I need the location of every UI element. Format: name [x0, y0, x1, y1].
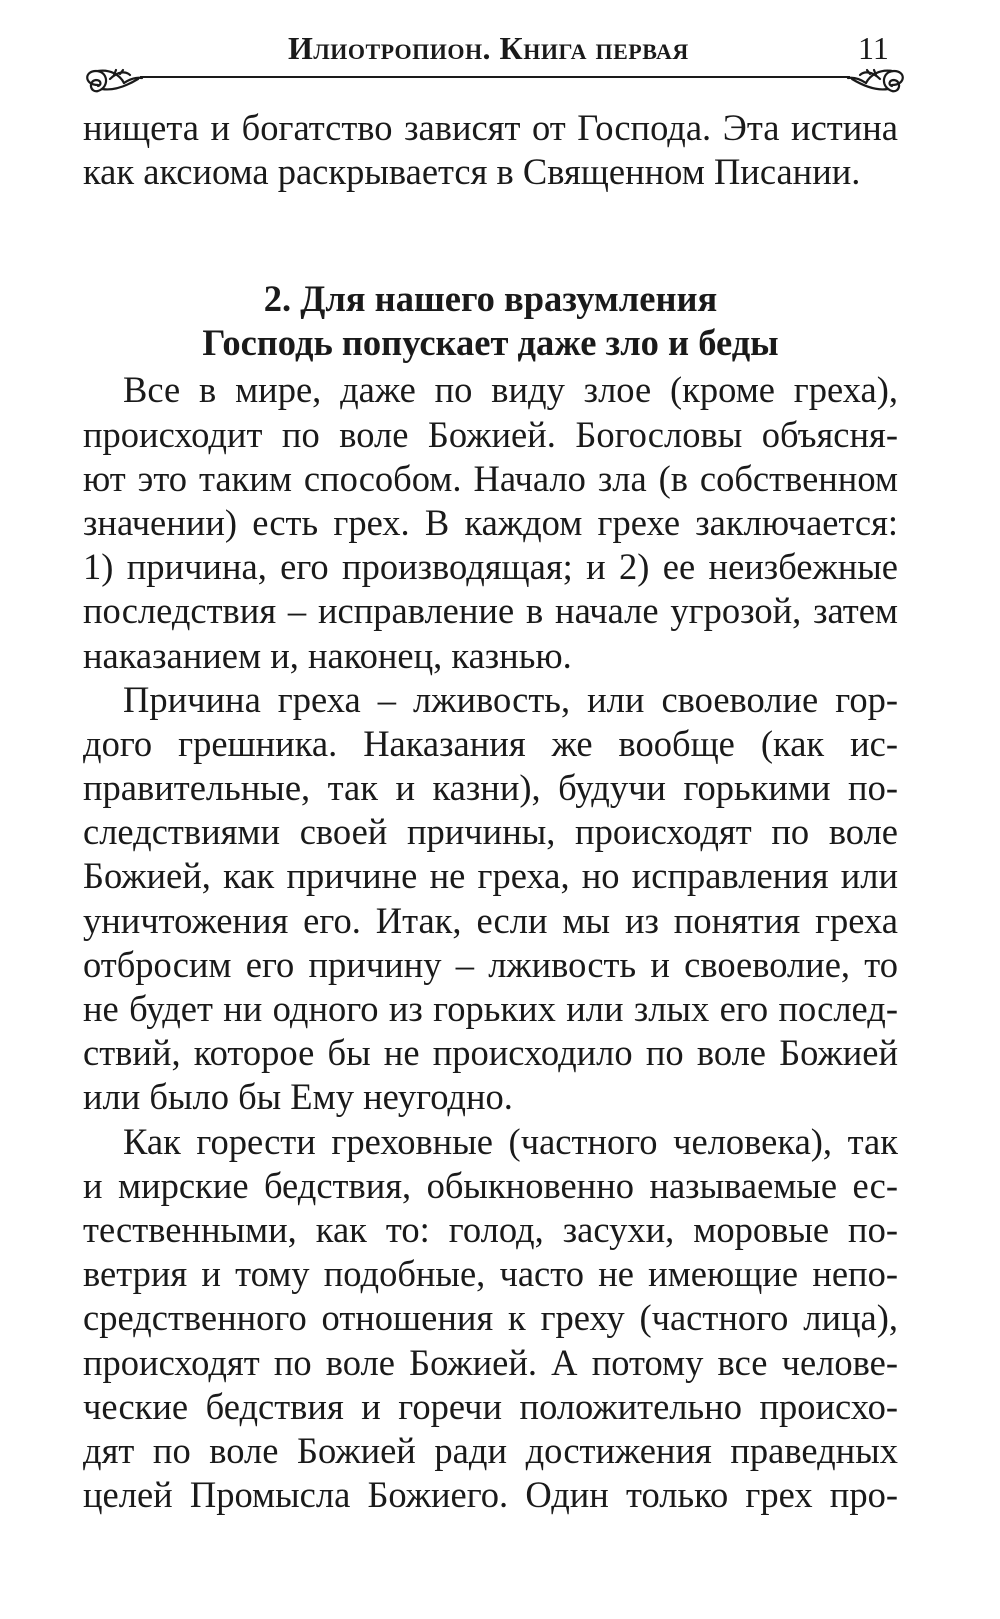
paragraph-line: целей Промысла Божиего. Один только грех про- — [83, 1474, 898, 1516]
paragraph-2 — [83, 678, 898, 1120]
paragraph-line: Как горести греховные (частного человека), так — [123, 1120, 898, 1162]
paragraph-line: последствия – исправление в начале угрозой, затем — [83, 590, 898, 632]
section-heading-line: Господь попускает даже зло и беды — [202, 322, 779, 364]
paragraph-line: средственного отношения к греху (частного лица), — [83, 1297, 898, 1339]
paragraph-line: или было бы Ему неугодно. — [83, 1076, 513, 1118]
paragraph-line: ют это таким способом. Начало зла (в собственном — [83, 457, 898, 499]
paragraph-line: Все в мире, даже по виду злое (кроме греха), — [123, 369, 898, 411]
paragraph-line: отбросим его причину – лживость и своеволие, то — [83, 943, 898, 985]
section-gap — [83, 194, 898, 277]
flourish-right-icon — [848, 70, 903, 91]
paragraph-line: ствий, которое бы не происходило по воле Божией — [83, 1032, 898, 1074]
paragraph-line: уничтожения его. Итак, если мы из понятия греха — [83, 899, 898, 941]
paragraph-line: значении) есть грех. В каждом грехе заключается: — [83, 501, 898, 543]
paragraph-line: и мирские бедствия, обыкновенно называемые ес- — [83, 1164, 898, 1206]
running-title: Илиотропион. Книга первая — [288, 30, 689, 66]
flourish-left-icon — [87, 70, 142, 91]
intro-line: как аксиома раскрывается в Священном Писании. — [83, 151, 861, 193]
paragraph-line: не будет ни одного из горьких или злых его послед- — [83, 988, 898, 1029]
paragraph-line: следствиями своей причины, происходят по воле — [83, 811, 898, 853]
paragraph-line: ческие бедствия и горечи положительно происхо- — [83, 1385, 898, 1427]
header-rule-ornament — [80, 65, 910, 105]
page-number: 11 — [858, 30, 889, 66]
paragraph-line: ветрия и тому подобные, часто не имеющие непо- — [83, 1253, 898, 1295]
intro-line: нищета и богатство зависят от Господа. Эта истина — [83, 107, 898, 148]
paragraph-line: тественными, как то: голод, засухи, моровые по- — [83, 1208, 898, 1250]
paragraph-line: наказанием и, наконец, казнью. — [83, 634, 572, 676]
paragraph-line: Божией, как причине не греха, но исправления или — [83, 855, 898, 897]
paragraph-line: происходит по воле Божией. Богословы объясня- — [83, 413, 898, 455]
section-heading — [83, 277, 898, 365]
section-heading-line: 2. Для нашего вразумления — [263, 278, 718, 320]
paragraph-1 — [83, 368, 898, 677]
paragraph-3 — [83, 1120, 898, 1518]
paragraph-line: Причина греха – лживость, или своеволие гор- — [123, 678, 898, 720]
paragraph-line: правительные, так и казни), будучи горькими по- — [83, 767, 898, 809]
paragraph-line: дого грешника. Наказания же вообще (как ис- — [83, 722, 898, 764]
paragraph-line: 1) причина, его производящая; и 2) ее неизбежные — [83, 546, 898, 588]
body-text — [83, 106, 898, 1517]
paragraph-line: дят по воле Божией ради достижения праведных — [83, 1429, 898, 1471]
paragraph-line: происходят по воле Божией. А потому все челове- — [83, 1341, 898, 1383]
